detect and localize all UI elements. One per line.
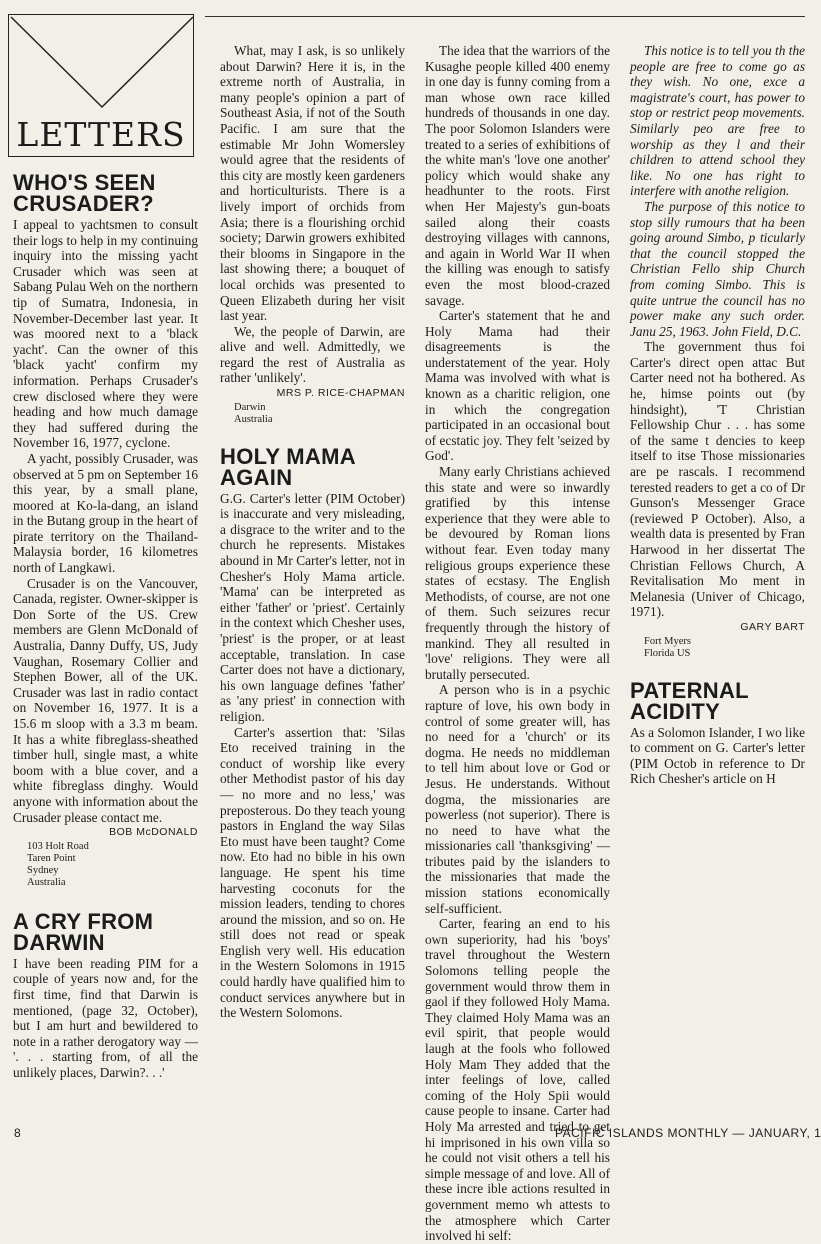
crusader-paragraph-1: I appeal to yachtsmen to consult their logs to help in my continuing inquiry into the missing yacht Crusader which was seen at Sabang Pulau Weh on the northern tip of Sumatra, Indonesia, in November-December last year. It was moored next to a 'black yacht'. Can the owner of this 'black yacht' confirm my information. Perhaps Crusader's crew disclosed where they were heading and how much damage they had suffered during the November 16, 1977, cyclone. — [13, 217, 198, 451]
crusader-address-4: Australia — [27, 876, 66, 888]
top-rule — [205, 16, 805, 17]
letters-logo — [8, 14, 194, 157]
holy-mama-paragraph-2: Carter's assertion that: 'Silas Eto received training in the conduct of worship like every other Methodist pastor of his day — no more and no less,' was preposterous. Do they teach young pastors in England the way Silas Eto must have been taught? Come now. Eto had no bible in his own language. He spent his time harvesting coconuts for the mission leaders, tending to chores around the mission, and so on. He still does not read or speak English very well. His education in the Western Solomons in 1915 could hardly have qualified him to conduct services anywhere but in the Western Solomons. — [220, 724, 406, 1021]
crusader-address-3: Sydney — [27, 864, 59, 876]
holy-mama-notice-1: This notice is to tell you th the people are free to come go as they wish. No one, exce a magistrate's court, has power to stop or restrict peop movements. Similarly peo are free to worship as they l and their children to attend school they like. No one has right to interfere with anothe religion. — [630, 43, 805, 199]
envelope-icon — [9, 15, 195, 115]
crusader-address-1: 103 Holt Road — [27, 840, 89, 852]
holy-mama-signature: GARY BART — [740, 620, 805, 633]
column-2 — [220, 43, 405, 1021]
darwin-paragraph-1: I have been reading PIM for a couple of years now and, for the first time, find that Darwin is mentioned, (page 32, October), but I am hurt and bewildered to note in a rather derogatory way — '. . . starting from, of all the unlikely places, Darwin?. . .' — [13, 955, 198, 1080]
darwin-paragraph-2: What, may I ask, is so unlikely about Darwin? Here it is, in the extreme north of Australia, in many people's opinion a part of Southeast Asia, if not of the South Pacific. I am sure that the estimable Mr John Womersley would agree that the residents of this city are mostly keen gardeners and horticulturists. There is a lively import of orchids from Asia; there is a flourishing orchid society; Darwin growers exhibited their blooms in Singapore in the last showing there; a bouquet of local orchids was presented to Queen Elizabeth during her visit last year. — [220, 43, 405, 324]
crusader-signature: BOB McDONALD — [109, 826, 198, 839]
darwin-address-2: Australia — [234, 413, 273, 425]
holy-mama-paragraph-7-start: Carter, fearing an end to his own superiority, had his 'boys' travel throughout the Western Solomons telling people the government would throw them in gaol if they followed Holy Mama. They claimed Holy Mama was an evil spirit, that people would laugh at the fools who followed Holy Mam They added that the inter feelings of love, called coming of the Holy Spii would cause people to insane. Carter had Holy Ma arrested and tried to get hi imprisoned in his own villa so he could not visit others a tell his simple message of and love. All of these incre ible actions resulted in government memo wh attests to the atmosphere which Carter involved hi self: — [425, 916, 610, 1244]
darwin-paragraph-3: We, the people of Darwin, are alive and well. Admittedly, we regard the rest of Australia as rather 'unlikely'. — [220, 323, 405, 386]
column-1 — [13, 172, 198, 1081]
headline-paternal-acidity: PATERNAL ACIDITY — [630, 677, 749, 724]
holy-mama-address-1: Fort Myers — [644, 635, 691, 647]
holy-mama-paragraph-3: The idea that the warriors of the Kusaghe people killed 400 enemy in one day is funny coming from a man whose own race killed hundreds of thousands in one day. The poor Solomon Islanders were treated to a series of exhibitions of the white man's 'love one another' policy which would shake any headhunter to the roots. First when Her Majesty's gun-boats sailed along their coasts destroying villages with cannons, and again in World War II when the killing was enough to satisfy even the most blood-crazed savage. — [425, 43, 610, 308]
paternal-paragraph-1: As a Solomon Islander, I wo like to comment on G. Carter's letter (PIM Octob in reference to Dr Rich Chesher's article on H — [630, 724, 805, 787]
column-4 — [630, 43, 805, 787]
headline-darwin: A CRY FROM DARWIN — [13, 908, 154, 955]
crusader-paragraph-2: A yacht, possibly Crusader, was observed at 5 pm on September 16 this year, by a small plane, moored at Ko-la-dang, an island in the Butang group in the heart of pirate territory on the Thailand-Malaysia border, 16 kilometres north of Langkawi. — [13, 450, 198, 576]
holy-mama-paragraph-10: The government thus foi Carter's direct open attac But Carter need not ha bothered. As he, himse points out (by hindsight), 'T Christian Fellowship Chur . . . has some of the same t dencies to keep itself to itse Those missionaries are pe rascals. I recommend terested readers to get a co of Dr Gunson's Messenger Grace (reviewed P October). Also, a wealth data is presented by Fran Harwood in her dissertat The Christian Fellows Church, A Revitalisation Mo ment in Melanesia (Univer of Chicago, 1971). — [630, 339, 805, 620]
crusader-paragraph-3: Crusader is on the Vancouver, Canada, register. Owner-skipper is Don Sorte of the US. Crew members are Glenn McDonald of Australia, Danny Duffy, US, Judy Vaughan, Rosemary Collier and Stephen Bower, all of the UK. Crusader was last in radio contact on November 16, 1977. It is a 15.6 m sloop with a 3.3 m beam. It has a white fibreglass-sheathed timber hull, single mast, a white boom with a blue cover, and a white fibreglass dinghy. Would anyone with information about the Crusader please contact me. — [13, 575, 198, 825]
headline-crusader: WHO'S SEEN CRUSADER? — [13, 170, 156, 216]
holy-mama-paragraph-1: G.G. Carter's letter (PIM October) is inaccurate and very misleading, a disgrace to the writer and to the church he represents. Mistakes abound in Mr Carter's letter, not in Chesher's Holy Mama article. 'Mama' can be interpreted as either 'father' or 'priest'. Certainly in the context which Chesher uses, 'priest' is the proper, or at least acceptable, translation. In case Carter does not have a dictionary, his own language defines 'father' as 'any priest' in connection with religion. — [220, 490, 405, 724]
holy-mama-paragraph-4: Carter's statement that he and Holy Mama had their disagreements is the understatement of the year. Holy Mama was involved with what is known as a charitic religion, one in which the congregation participated in an occasional bout of ecstatic joy. They felt 'seized by God'. — [425, 308, 610, 464]
darwin-signature: MRS P. RICE-CHAPMAN — [276, 387, 405, 400]
holy-mama-notice-2: The purpose of this notice to stop silly rumours that ha been going around Simbo, p ticularly that the council stopped the Christian Fello ship Church from coming Simbo. This is quite untrue the council has no power make any such order. Janu 25, 1963. John Field, D.C. — [630, 198, 805, 339]
holy-mama-address-2: Florida US — [644, 647, 691, 659]
footer-title: PACIFIC ISLANDS MONTHLY — JANUARY, 1 — [555, 1126, 821, 1140]
holy-mama-paragraph-6: A person who is in a psychic rapture of love, his own body in control of some greater will, has no need for a 'church' or its dogma. He needs no middleman to tell him about love or God or Jesus. He understands. Without dogma, the missionaries are powerless (not superior). There is no need to have what the missionaries call 'thanksgiving' — tributes paid by the islanders to the missionaries that made the mission stations economically self-sufficient. — [425, 682, 610, 916]
section-title: LETTERS — [16, 115, 186, 154]
page-number: 8 — [14, 1126, 21, 1140]
headline-holy-mama: HOLY MAMA AGAIN — [220, 443, 356, 490]
column-3 — [425, 43, 610, 1244]
holy-mama-paragraph-5: Many early Christians achieved this state and were so inwardly gratified by this intense experience that they were able to be devoured by Roman lions without fear. Even today many religious groups experience these states of ecstasy. The English Methodists, of course, are not one of them. Such seizures recur frequently through the history of mankind. They all resulted in 'love' religions. They were all brutally persecuted. — [425, 464, 610, 682]
crusader-address-2: Taren Point — [27, 852, 76, 864]
darwin-address-1: Darwin — [234, 401, 266, 413]
